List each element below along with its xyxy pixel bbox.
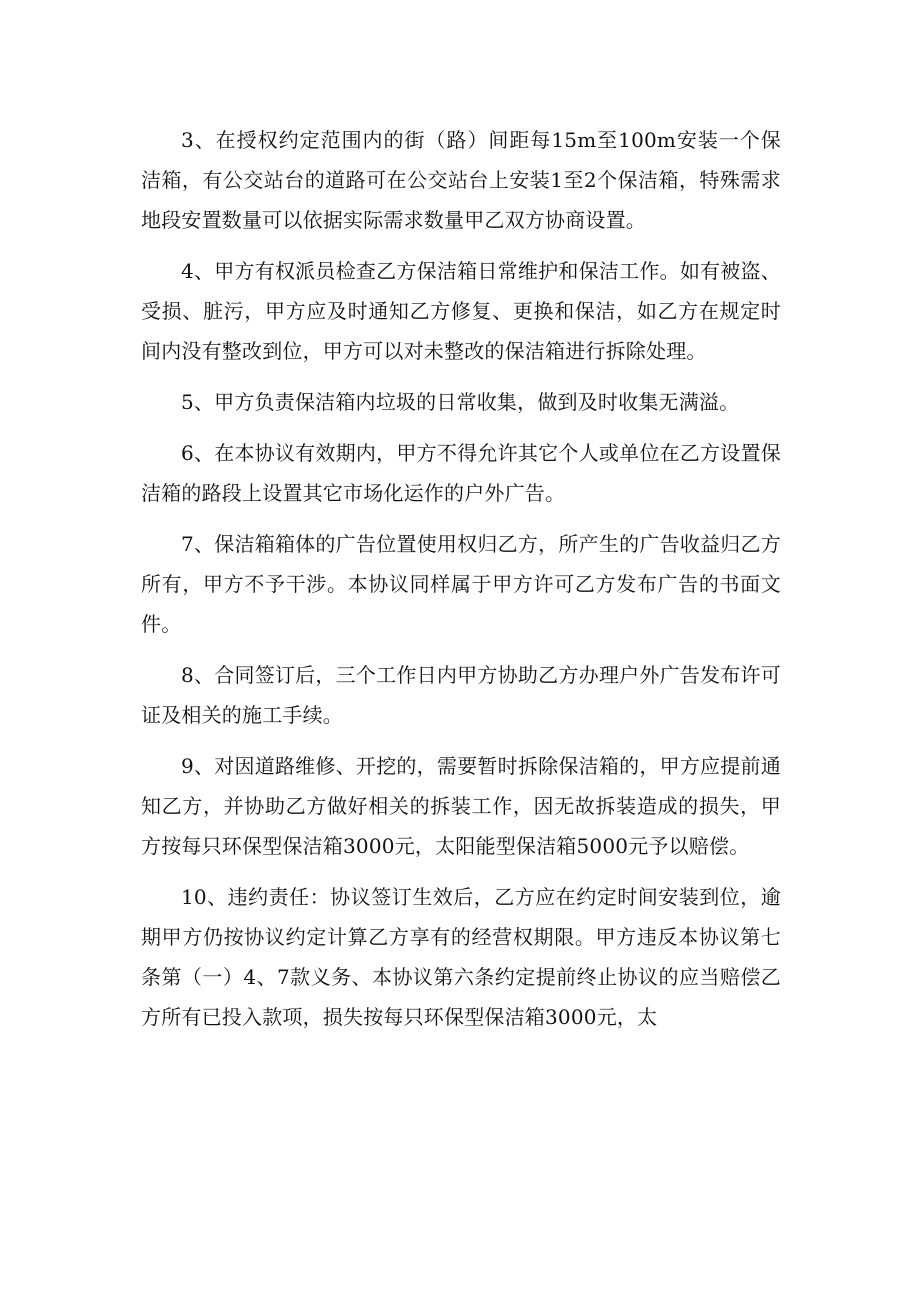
clause-4-paragraph: 4、甲方有权派员检查乙方保洁箱日常维护和保洁工作。如有被盗、受损、脏污，甲方应及时通知乙方修复、更换和保洁，如乙方在规定时间内没有整改到位，甲方可以对未整改的保洁箱进行拆除处理。 — [141, 259, 781, 363]
clause-7-paragraph: 7、保洁箱箱体的广告位置使用权归乙方，所产生的广告收益归乙方所有，甲方不予干涉。本协议同样属于甲方许可乙方发布广告的书面文件。 — [141, 532, 781, 636]
clause-10-paragraph: 10、违约责任：协议签订生效后，乙方应在约定时间安装到位，逾期甲方仍按协议约定计算乙方享有的经营权期限。甲方违反本协议第七条第（一）4、7款义务、本协议第六条约定提前终止协议的应当赔偿乙方所有已投入款项，损失按每只环保型保洁箱3000元，太 — [141, 885, 781, 1029]
clause-3-paragraph: 3、在授权约定范围内的街（路）间距每15m至100m安装一个保洁箱，有公交站台的道路可在公交站台上安装1至2个保洁箱，特殊需求地段安置数量可以依据实际需求数量甲乙双方协商设置。 — [141, 128, 781, 232]
clause-6-paragraph: 6、在本协议有效期内，甲方不得允许其它个人或单位在乙方设置保洁箱的路段上设置其它市场化运作的户外广告。 — [141, 441, 781, 505]
clause-9-paragraph: 9、对因道路维修、开挖的，需要暂时拆除保洁箱的，甲方应提前通知乙方，并协助乙方做好相关的拆装工作，因无故拆装造成的损失，甲方按每只环保型保洁箱3000元，太阳能型保洁箱5000元予以赔偿。 — [141, 754, 781, 858]
clause-8-paragraph: 8、合同签订后，三个工作日内甲方协助乙方办理户外广告发布许可证及相关的施工手续。 — [141, 663, 781, 727]
clause-5-paragraph: 5、甲方负责保洁箱内垃圾的日常收集，做到及时收集无满溢。 — [181, 390, 740, 414]
document-body — [141, 120, 781, 1048]
